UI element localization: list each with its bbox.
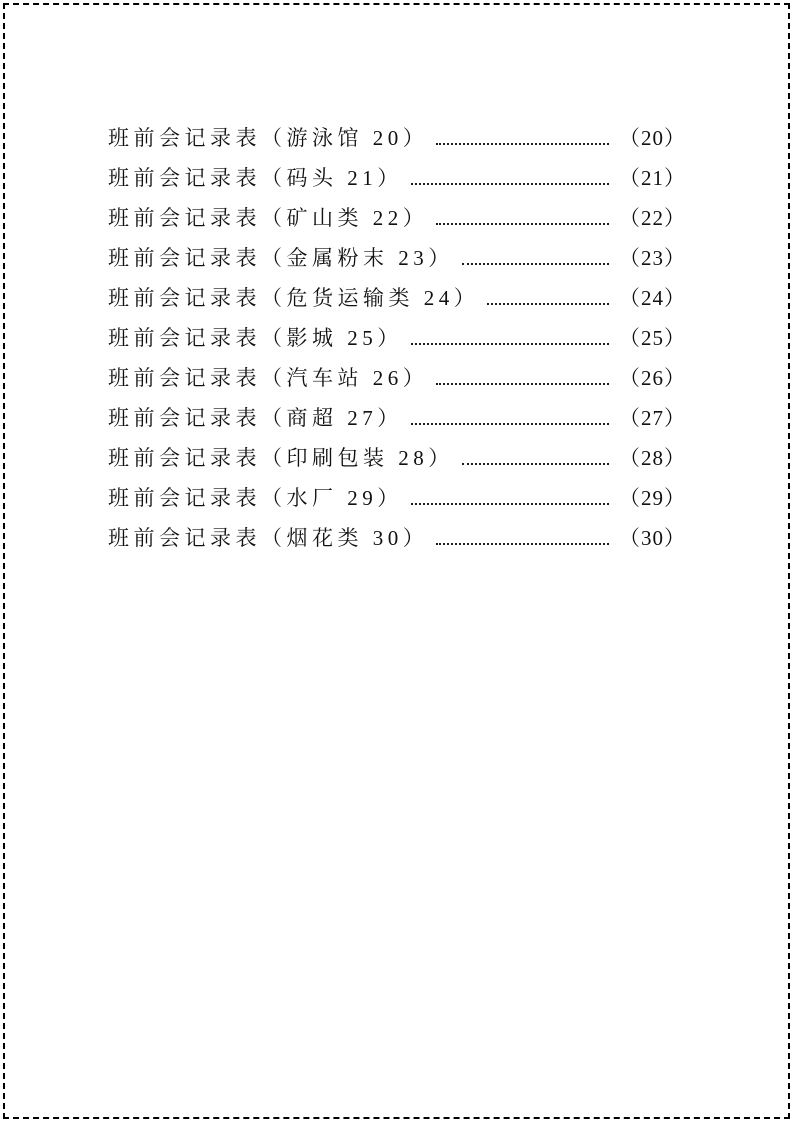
toc-entry [108,238,686,278]
toc-entry [108,158,686,198]
toc-entry [108,318,686,358]
toc-entry-page-number: （22） [619,206,686,230]
toc-entry [108,398,686,438]
toc-entry-page-number: （29） [619,486,686,510]
toc-entry [108,358,686,398]
toc-entry-title: 班前会记录表（矿山类 22） [108,206,429,230]
dot-leader [436,383,609,385]
toc-entry-title: 班前会记录表（码头 21） [108,166,403,190]
toc-entry-title: 班前会记录表（游泳馆 20） [108,126,429,150]
toc-entry-page-number: （27） [619,406,686,430]
dot-leader [462,463,609,465]
dot-leader [436,543,609,545]
toc-entry-title: 班前会记录表（金属粉末 23） [108,246,454,270]
toc-entry-page-number: （30） [619,526,686,550]
table-of-contents [108,118,686,558]
dot-leader [411,183,609,185]
dot-leader [436,143,609,145]
toc-entry-page-number: （20） [619,126,686,150]
toc-entry-page-number: （23） [619,246,686,270]
dot-leader [411,423,609,425]
toc-entry-title: 班前会记录表（危货运输类 24） [108,286,480,310]
dot-leader [436,223,609,225]
toc-entry-page-number: （26） [619,366,686,390]
toc-entry-page-number: （28） [619,446,686,470]
dot-leader [487,303,609,305]
toc-entry [108,438,686,478]
dot-leader [462,263,609,265]
toc-entry [108,478,686,518]
dot-leader [411,343,609,345]
toc-entry-page-number: （25） [619,326,686,350]
toc-entry [108,278,686,318]
dot-leader [411,503,609,505]
toc-entry-title: 班前会记录表（汽车站 26） [108,366,429,390]
toc-entry [108,198,686,238]
toc-entry-title: 班前会记录表（烟花类 30） [108,526,429,550]
toc-entry-title: 班前会记录表（商超 27） [108,406,403,430]
toc-entry [108,118,686,158]
toc-entry-title: 班前会记录表（影城 25） [108,326,403,350]
toc-entry-title: 班前会记录表（印刷包装 28） [108,446,454,470]
toc-entry-title: 班前会记录表（水厂 29） [108,486,403,510]
toc-entry [108,518,686,558]
toc-entry-page-number: （24） [619,286,686,310]
toc-entry-page-number: （21） [619,166,686,190]
